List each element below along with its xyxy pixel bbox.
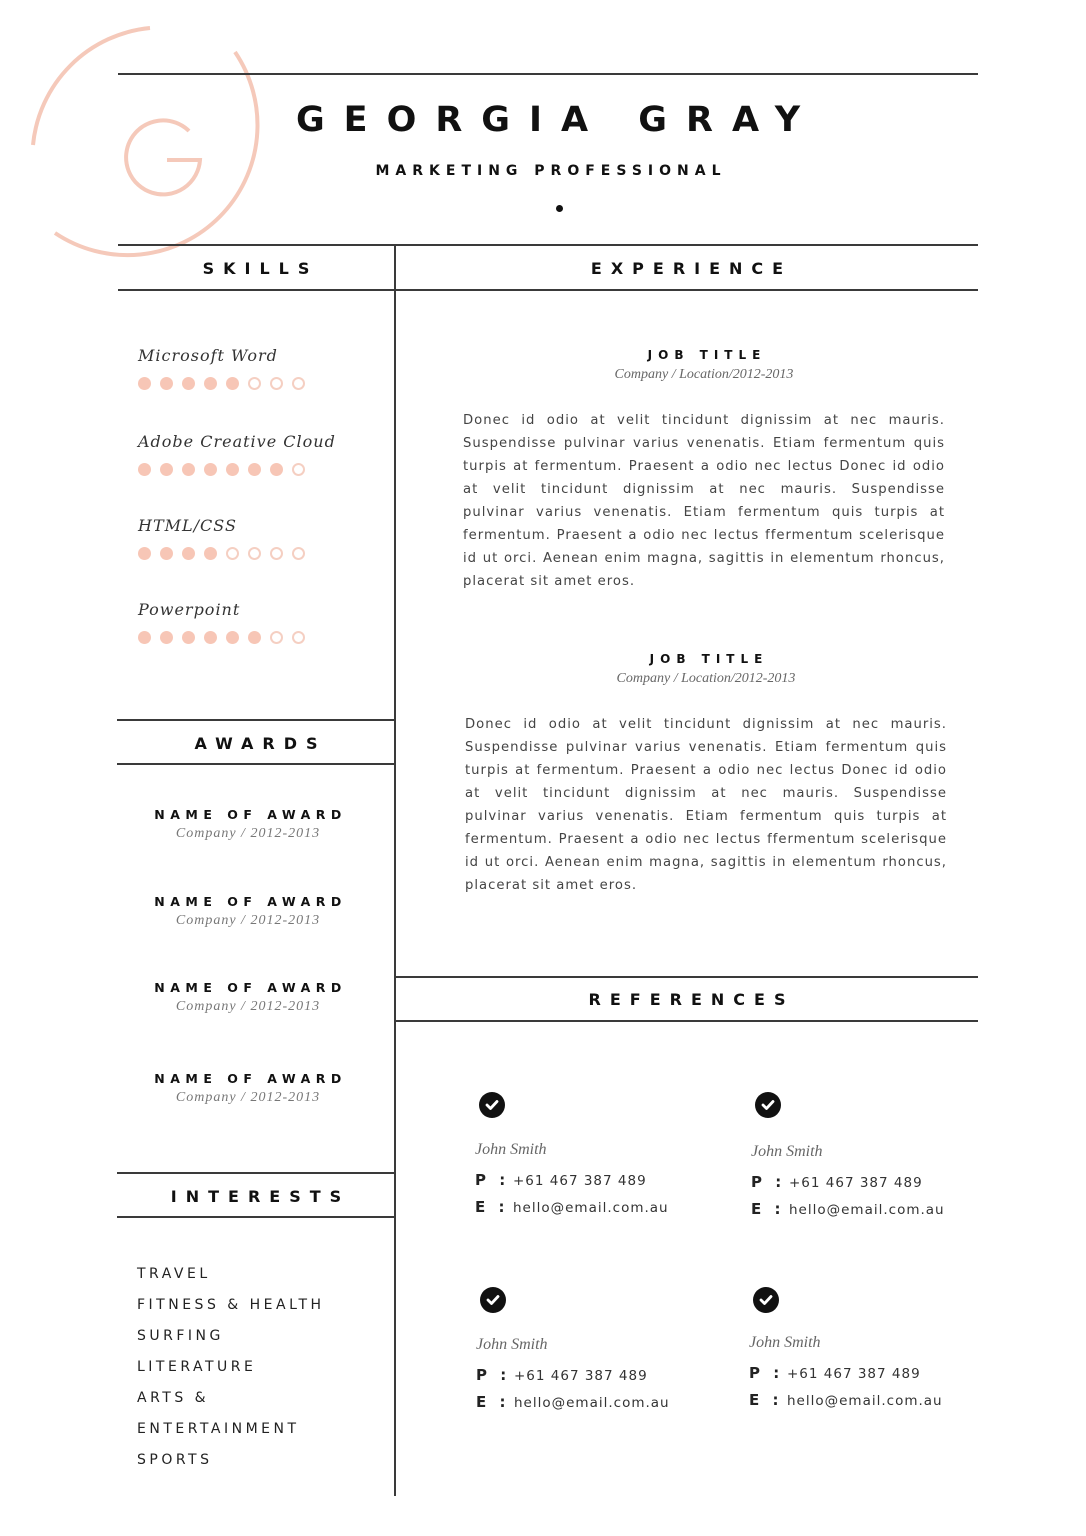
rating-dot-empty-icon	[226, 547, 239, 560]
reference-card	[749, 1287, 979, 1409]
award-name: NAME OF AWARD	[154, 980, 347, 995]
award-name: NAME OF AWARD	[154, 807, 347, 822]
section-rule-bottom	[118, 289, 978, 291]
rating-dot-empty-icon	[248, 377, 261, 390]
rating-dot-filled-icon	[270, 463, 283, 476]
award-meta: Company / 2012-2013	[175, 913, 321, 928]
job-description: Donec id odio at velit tincidunt dignissim at nec mauris. Suspendisse pulvinar varius venenatis. Etiam fermentum quis turpis at fermentum. Praesent a odio nec lectus Donec id odio at velit tincidunt dignissim at nec mauris. Suspendisse pulvinar varius venenatis. Etiam fermentum quis turpis at fermentum. Praesent a odio nec lectus ffermentum scelerisque id ut orci. Aenean enim magna, sagittis in elementum rhoncus, placerat sit amet eros.	[463, 413, 945, 589]
references-rule-bottom	[396, 1020, 978, 1022]
award-meta: Company / 2012-2013	[175, 826, 321, 841]
rating-dot-filled-icon	[204, 377, 217, 390]
reference-email: hello@email.com.au	[789, 1202, 945, 1218]
reference-name: John Smith	[751, 1143, 823, 1160]
job-title: JOB TITLE	[649, 652, 769, 666]
reference-name: John Smith	[475, 1141, 547, 1158]
rating-dot-filled-icon	[248, 631, 261, 644]
rating-dot-filled-icon	[226, 631, 239, 644]
awards-rule-bottom	[117, 763, 395, 765]
award-meta: Company / 2012-2013	[175, 1090, 321, 1105]
references-heading: REFERENCES	[588, 990, 795, 1009]
interests-list	[137, 1264, 325, 1481]
skill-item	[138, 432, 378, 476]
rating-dot-filled-icon	[182, 463, 195, 476]
reference-email: hello@email.com.au	[513, 1200, 669, 1216]
skill-name: Adobe Creative Cloud	[138, 432, 336, 451]
header-dot	[556, 205, 563, 212]
interest-item: SURFING	[137, 1328, 224, 1344]
section-rule-top	[118, 244, 978, 246]
rating-dot-filled-icon	[138, 631, 151, 644]
interests-rule-bottom	[117, 1216, 395, 1218]
reference-name: John Smith	[476, 1336, 548, 1353]
rating-dot-empty-icon	[292, 631, 305, 644]
reference-card	[751, 1092, 981, 1218]
experience-heading: EXPERIENCE	[590, 259, 793, 278]
skill-name: Powerpoint	[138, 600, 241, 619]
candidate-name: GEORGIA GRAY	[295, 100, 820, 140]
rating-dot-filled-icon	[226, 377, 239, 390]
awards-heading: AWARDS	[194, 734, 327, 753]
rating-dot-filled-icon	[226, 463, 239, 476]
job-meta: Company / Location/2012-2013	[616, 671, 796, 686]
reference-phone: +61 467 387 489	[514, 1368, 648, 1384]
rating-dot-empty-icon	[292, 547, 305, 560]
skill-rating	[138, 377, 378, 390]
rating-dot-empty-icon	[292, 463, 305, 476]
skill-rating	[138, 547, 378, 560]
rating-dot-empty-icon	[270, 631, 283, 644]
rating-dot-filled-icon	[182, 547, 195, 560]
rating-dot-empty-icon	[292, 377, 305, 390]
reference-card	[475, 1092, 705, 1216]
interest-item: SPORTS	[137, 1452, 213, 1468]
rating-dot-empty-icon	[248, 547, 261, 560]
email-label: E :	[476, 1393, 510, 1411]
email-label: E :	[751, 1200, 785, 1218]
interest-item: LITERATURE	[137, 1359, 257, 1375]
rating-dot-filled-icon	[182, 631, 195, 644]
email-label: E :	[475, 1198, 509, 1216]
job-description: Donec id odio at velit tincidunt dignissim at nec mauris. Suspendisse pulvinar varius venenatis. Etiam fermentum quis turpis at fermentum. Praesent a odio nec lectus Donec id odio at velit tincidunt dignissim at nec mauris. Suspendisse pulvinar varius venenatis. Etiam fermentum quis turpis at fermentum. Praesent a odio nec lectus ffermentum scelerisque id ut orci. Aenean enim magna, sagittis in elementum rhoncus, placerat sit amet eros.	[465, 717, 947, 893]
interest-item: FITNESS & HEALTH	[137, 1297, 325, 1313]
references-rule-top	[396, 976, 978, 978]
interests-heading: INTERESTS	[170, 1187, 351, 1206]
phone-label: P :	[475, 1171, 510, 1189]
interest-item: ARTS &	[137, 1390, 210, 1406]
email-label: E :	[749, 1391, 783, 1409]
check-circle-icon	[755, 1092, 781, 1118]
award-item	[118, 1071, 378, 1106]
skill-name: HTML/CSS	[138, 516, 237, 535]
experience-item	[465, 652, 947, 897]
rating-dot-filled-icon	[160, 377, 173, 390]
rating-dot-empty-icon	[270, 547, 283, 560]
job-meta: Company / Location/2012-2013	[614, 367, 794, 382]
interest-item: TRAVEL	[137, 1266, 211, 1282]
reference-phone: +61 467 387 489	[513, 1173, 647, 1189]
rating-dot-filled-icon	[204, 463, 217, 476]
award-item	[118, 807, 378, 842]
phone-label: P :	[749, 1364, 784, 1382]
rating-dot-filled-icon	[182, 377, 195, 390]
column-divider	[394, 244, 396, 1496]
rating-dot-filled-icon	[160, 547, 173, 560]
rating-dot-filled-icon	[160, 631, 173, 644]
skill-item	[138, 600, 378, 644]
skill-item	[138, 516, 378, 560]
phone-label: P :	[476, 1366, 511, 1384]
phone-label: P :	[751, 1173, 786, 1191]
candidate-role: MARKETING PROFESSIONAL	[375, 163, 727, 179]
rating-dot-filled-icon	[138, 463, 151, 476]
skill-rating	[138, 463, 378, 476]
skills-heading: SKILLS	[202, 259, 319, 278]
award-name: NAME OF AWARD	[154, 1071, 347, 1086]
interests-rule-top	[117, 1172, 395, 1174]
skill-name: Microsoft Word	[138, 346, 278, 365]
rating-dot-filled-icon	[160, 463, 173, 476]
award-item	[118, 894, 378, 929]
header-top-rule	[118, 73, 978, 75]
rating-dot-filled-icon	[204, 547, 217, 560]
skill-item	[138, 346, 378, 390]
award-meta: Company / 2012-2013	[175, 999, 321, 1014]
interest-item: ENTERTAINMENT	[137, 1421, 300, 1437]
rating-dot-filled-icon	[138, 547, 151, 560]
check-circle-icon	[480, 1287, 506, 1313]
reference-email: hello@email.com.au	[787, 1393, 943, 1409]
job-title: JOB TITLE	[647, 348, 767, 362]
reference-email: hello@email.com.au	[514, 1395, 670, 1411]
check-circle-icon	[479, 1092, 505, 1118]
awards-rule-top	[117, 719, 395, 721]
rating-dot-filled-icon	[138, 377, 151, 390]
reference-name: John Smith	[749, 1334, 821, 1351]
skill-rating	[138, 631, 378, 644]
reference-phone: +61 467 387 489	[787, 1366, 921, 1382]
award-item	[118, 980, 378, 1015]
reference-phone: +61 467 387 489	[789, 1175, 923, 1191]
experience-item	[463, 348, 945, 593]
rating-dot-filled-icon	[248, 463, 261, 476]
check-circle-icon	[753, 1287, 779, 1313]
award-name: NAME OF AWARD	[154, 894, 347, 909]
rating-dot-empty-icon	[270, 377, 283, 390]
rating-dot-filled-icon	[204, 631, 217, 644]
reference-card	[476, 1287, 706, 1411]
